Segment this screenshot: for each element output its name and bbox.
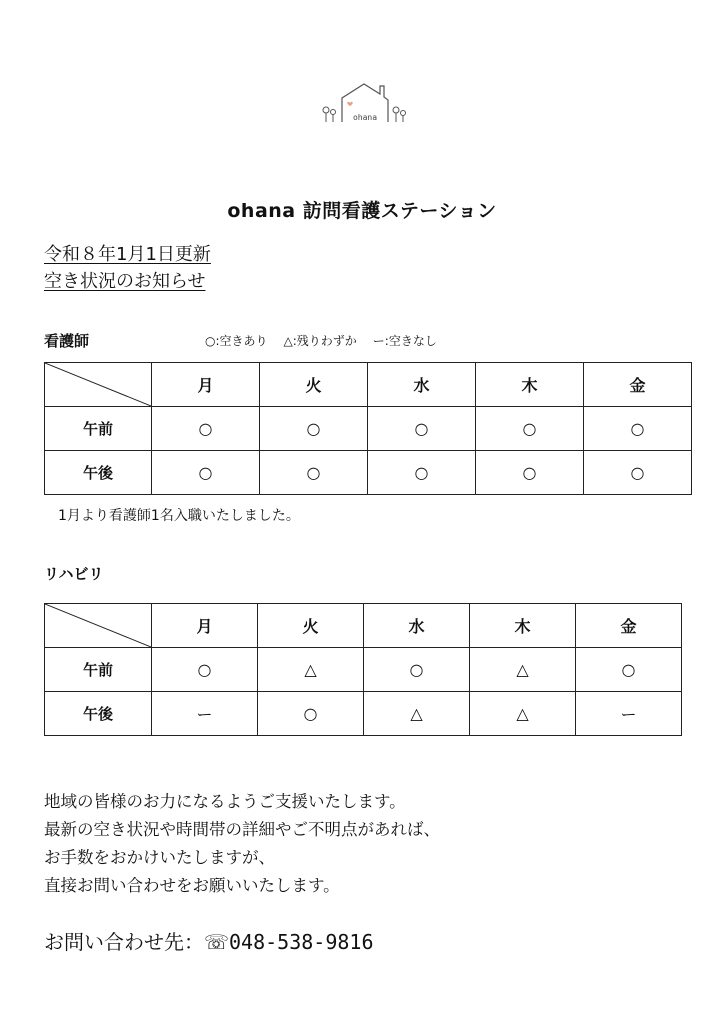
day-header: 火 <box>258 604 364 648</box>
availability-cell: ー <box>152 692 258 736</box>
nursing-section-label: 看護師 <box>44 332 90 350</box>
legend-few-left: △:残りわずか <box>283 334 357 348</box>
availability-cell: △ <box>470 692 576 736</box>
availability-cell: ○ <box>258 692 364 736</box>
table-row <box>45 407 692 451</box>
page-title: ohana 訪問看護ステーション <box>227 200 497 222</box>
availability-cell: ○ <box>476 451 584 495</box>
table-header-row <box>45 604 682 648</box>
update-date: 令和８年1月1日更新 <box>44 244 211 265</box>
availability-cell: ○ <box>368 451 476 495</box>
legend-available: ○:空きあり <box>205 334 268 348</box>
message-line: 地域の皆様のお力になるようご支援いたします。 <box>44 792 406 811</box>
availability-cell: △ <box>470 648 576 692</box>
table-header-row <box>45 363 692 407</box>
availability-cell: ○ <box>368 407 476 451</box>
table-row <box>45 451 692 495</box>
table-corner <box>45 604 152 648</box>
availability-cell: △ <box>364 692 470 736</box>
nursing-note: 1月より看護師1名入職いたしました。 <box>58 508 300 524</box>
heart-icon <box>347 102 352 106</box>
rehab-section-label: リハビリ <box>44 565 104 583</box>
row-header: 午後 <box>45 451 152 495</box>
legend-none: ー:空きなし <box>372 334 437 348</box>
contact-line <box>44 926 374 955</box>
logo-text: ohana <box>352 113 378 122</box>
day-header: 木 <box>476 363 584 407</box>
day-header: 水 <box>364 604 470 648</box>
day-header: 木 <box>470 604 576 648</box>
table-corner <box>45 363 152 407</box>
availability-cell: ○ <box>152 648 258 692</box>
availability-cell: ○ <box>576 648 682 692</box>
availability-heading: 空き状況のお知らせ <box>44 271 206 292</box>
ohana-logo <box>318 78 410 130</box>
phone-icon: ☏ <box>204 930 230 954</box>
day-header: 火 <box>260 363 368 407</box>
phone-number[interactable]: 048-538-9816 <box>229 930 374 954</box>
day-header: 水 <box>368 363 476 407</box>
message-line: 直接お問い合わせをお願いいたします。 <box>44 876 340 895</box>
support-message <box>44 788 440 900</box>
availability-cell: ○ <box>260 407 368 451</box>
day-header: 月 <box>152 604 258 648</box>
availability-cell: ○ <box>476 407 584 451</box>
day-header: 月 <box>152 363 260 407</box>
availability-cell: ○ <box>152 451 260 495</box>
day-header: 金 <box>576 604 682 648</box>
contact-label: お問い合わせ先： <box>44 930 204 954</box>
row-header: 午前 <box>45 407 152 451</box>
table-row <box>45 692 682 736</box>
availability-cell: △ <box>258 648 364 692</box>
availability-cell: ー <box>576 692 682 736</box>
nursing-availability-table <box>44 362 692 495</box>
legend <box>205 332 437 349</box>
row-header: 午前 <box>45 648 152 692</box>
availability-cell: ○ <box>584 407 692 451</box>
availability-cell: ○ <box>364 648 470 692</box>
day-header: 金 <box>584 363 692 407</box>
message-line: お手数をおかけいたしますが、 <box>44 848 275 867</box>
availability-cell: ○ <box>584 451 692 495</box>
availability-cell: ○ <box>152 407 260 451</box>
availability-cell: ○ <box>260 451 368 495</box>
message-line: 最新の空き状況や時間帯の詳細やご不明点があれば、 <box>44 820 440 839</box>
row-header: 午後 <box>45 692 152 736</box>
table-row <box>45 648 682 692</box>
rehab-availability-table <box>44 603 682 736</box>
